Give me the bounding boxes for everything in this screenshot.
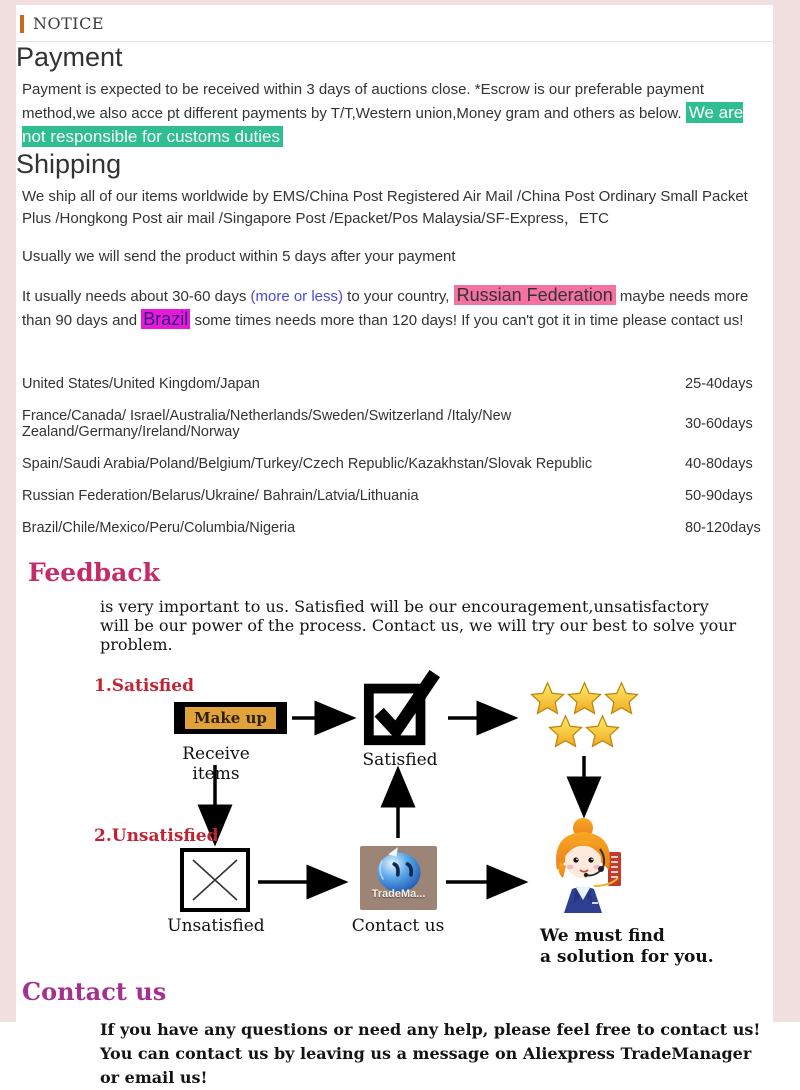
shipping-text-d: some times needs more than 120 days! If you can't got it in time please contact us! [190,312,744,329]
contact-title: Contact us [22,977,167,1006]
shipping-paragraph-2: Usually we will send the product within 5 days after your payment [22,248,456,265]
shipping-title: Shipping [16,149,122,179]
row-days: 40-80days [685,456,753,472]
unsatisfied-xbox-icon [180,848,250,912]
feedback-line-2: will be our power of the process. Contact us, we will try our best to solve your problem. [100,616,737,654]
feedback-flowchart [16,668,773,973]
makeup-button [174,702,287,734]
shipping-times-table [16,368,773,544]
more-or-less-link[interactable]: (more or less) [250,288,344,305]
shipping-text-b: to your country, [343,288,454,305]
shipping-paragraph-1: We ship all of our items worldwide by EMS/China Post Registered Air Mail /China Post Ordinary Small Packet Plus /Hongkong Post air mail /Singapore Post /Epacket/Pos Malaysia/SF-Express，ETC [22,188,748,227]
feedback-line-1: is very important to us. Satisfied will be our encouragement,unsatisfactory [100,597,709,616]
table-row [16,480,773,512]
payment-paragraph [22,79,765,149]
row-days: 30-60days [685,416,753,432]
payment-highlight: We are not responsible for customs duties [22,103,744,146]
solution-caption [540,926,714,968]
customer-service-girl-icon [536,816,636,916]
solution-line-2: a solution for you. [540,947,714,967]
trademanager-icon [360,846,437,910]
row-countries: France/Canada/ Israel/Australia/Netherlands/Sweden/Switzerland /Italy/New Zealand/Germany/Ireland/Norway [22,408,512,440]
shipping-paragraph-3 [22,284,765,332]
satisfied-checkbox-icon [360,672,442,750]
receive-items-caption: Receive items [182,744,250,784]
feedback-title: Feedback [28,558,160,587]
trademanager-icon-label: TradeMa... [371,888,426,900]
row-days: 80-120days [685,520,761,536]
row-countries: Russian Federation/Belarus/Ukraine/ Bahrain/Latvia/Lithuania [22,488,419,504]
notice-accent-bar [20,15,24,33]
contact-line-2: You can contact us by leaving us a message on Aliexpress TradeManager or email us! [100,1044,752,1087]
payment-text: Payment is expected to be received within 3 days of auctions close. *Escrow is our preferable payment method,we also acce pt different payments by T/T,Western union,Money gram and others as below. [22,81,705,122]
brazil-highlight: Brazil [143,309,189,329]
makeup-button-label: Make up [185,707,276,729]
table-row [16,448,773,480]
contact-us-caption: Contact us [351,916,445,936]
row-countries: Brazil/Chile/Mexico/Peru/Columbia/Nigeria [22,520,296,536]
satisfied-branch-label: 1.Satisfied [94,676,194,696]
contact-line-1: If you have any questions or need any help, please feel free to contact us! [100,1020,761,1039]
row-countries: Spain/Saudi Arabia/Poland/Belgium/Turkey/Czech Republic/Kazakhstan/Slovak Republic [22,456,593,472]
five-stars-icon [528,680,640,750]
notice-header [16,5,773,42]
table-row [16,512,773,544]
row-countries: United States/United Kingdom/Japan [22,376,260,392]
content-panel [16,5,773,1087]
feedback-paragraph [100,597,773,654]
unsatisfied-branch-label: 2.Unsatisfied [94,826,219,846]
table-row [16,400,773,448]
unsatisfied-caption: Unsatisfied [167,916,265,936]
table-row [16,368,773,400]
satisfied-caption: Satisfied [362,750,438,770]
contact-paragraph [100,1018,773,1090]
row-days: 50-90days [685,488,753,504]
notice-title: NOTICE [33,14,105,33]
solution-line-1: We must find [540,926,665,946]
payment-title: Payment [16,42,123,72]
shipping-text-c: maybe needs more than 90 days and [22,288,749,329]
russia-highlight: Russian Federation [454,285,616,305]
row-days: 25-40days [685,376,753,392]
shipping-text-a: It usually needs about 30-60 days [22,288,251,305]
